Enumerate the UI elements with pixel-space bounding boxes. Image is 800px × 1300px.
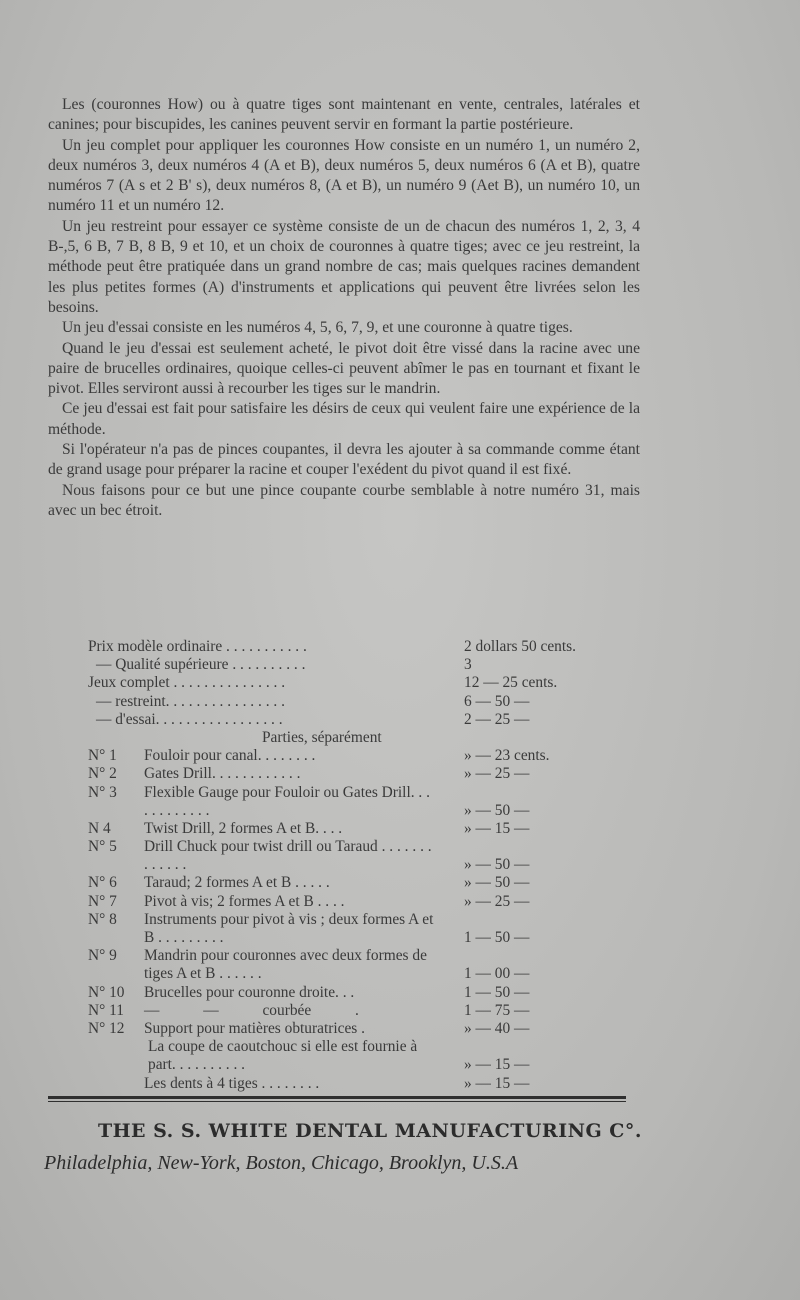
part-number: N 4 <box>88 819 111 837</box>
part-row <box>88 874 608 892</box>
price-value: 2 — 25 — <box>464 710 530 728</box>
price-row <box>88 674 608 692</box>
part-price: » — 50 — <box>464 874 530 892</box>
part-desc: Twist Drill, 2 formes A et B. . . . <box>144 819 343 837</box>
part-desc: Fouloir pour canal. . . . . . . . <box>144 747 316 765</box>
part-desc: Les dents à 4 tiges . . . . . . . . <box>144 1074 320 1092</box>
price-desc: — d'essai. . . . . . . . . . . . . . . . . <box>96 710 283 728</box>
part-row <box>88 1038 608 1074</box>
part-number: N° 3 <box>88 783 117 801</box>
part-number: N° 11 <box>88 1001 124 1019</box>
price-row <box>88 638 608 656</box>
part-row <box>88 820 608 838</box>
part-price: » — 15 — <box>464 1074 530 1092</box>
part-price: 1 — 50 — <box>464 983 530 1001</box>
part-number: N° 2 <box>88 765 117 783</box>
part-price: 1 — 00 — <box>464 965 530 983</box>
part-desc: Support pour matières obturatrices . <box>144 1020 365 1037</box>
price-list <box>88 638 608 1093</box>
part-price: » — 50 — <box>464 856 530 874</box>
part-desc: Pivot à vis; 2 formes A et B . . . . <box>144 892 345 910</box>
paragraph: Un jeu restreint pour essayer ce système consiste de un de chacun des numéros 1, 2, 3, 4 B-,5, 6 B, 7 B, 8 B, 9 et 10, et un choix de couronnes à quatre tiges; avec ce jeu restreint, la méthode peut être pratiquée dans un grand nombre de cas; mais quelques racines demandent les plus petites formes (A) d'instruments et applications qui peuvent être livrées selon les besoins. <box>48 217 640 316</box>
part-number: N° 8 <box>88 910 117 928</box>
price-desc: Prix modèle ordinaire . . . . . . . . . . . <box>88 638 307 655</box>
part-price: » — 15 — <box>464 1056 530 1074</box>
part-row <box>88 893 608 911</box>
part-desc: Instruments pour pivot à vis ; deux formes A et B . . . . . . . . . <box>144 910 434 947</box>
company-name: THE S. S. WHITE DENTAL MANUFACTURING C°. <box>97 1120 643 1142</box>
paragraph: Nous faisons pour ce but une pince coupante courbe semblable à notre numéro 31, mais avec un bec étroit. <box>48 481 640 519</box>
part-row <box>88 1002 608 1020</box>
divider-thin <box>48 1101 626 1102</box>
part-row <box>88 1075 608 1093</box>
part-number: N° 5 <box>88 838 117 856</box>
price-value: 6 — 50 — <box>464 692 530 710</box>
price-row <box>88 693 608 711</box>
part-number: N° 6 <box>88 874 117 892</box>
paragraph: Les (couronnes How) ou à quatre tiges sont maintenant en vente, centrales, latérales et canines; pour biscupides, les canines peuvent servir en formant la partie postérieure. <box>48 96 640 134</box>
part-row <box>88 984 608 1002</box>
part-row <box>88 838 608 874</box>
part-price: 1 — 50 — <box>464 929 530 947</box>
section-heading-row <box>88 729 608 747</box>
part-desc: Drill Chuck pour twist drill ou Taraud . . . . . . . . . . . . . <box>144 838 432 874</box>
part-desc: La coupe de caoutchouc si elle est fournie à part. . . . . . . . . . <box>148 1038 418 1074</box>
paragraph: Si l'opérateur n'a pas de pinces coupantes, il devra les ajouter à sa commande comme étant de grand usage pour préparer la racine et couper l'exédent du pivot quand il est fixé. <box>48 441 640 479</box>
part-price: » — 25 — <box>464 892 530 910</box>
part-row <box>88 747 608 765</box>
part-desc: Gates Drill. . . . . . . . . . . . <box>144 765 301 783</box>
part-row <box>88 911 608 947</box>
part-desc: Taraud; 2 formes A et B . . . . . <box>144 874 330 892</box>
section-heading: Parties, séparément <box>262 728 382 746</box>
company-cities: Philadelphia, New-York, Boston, Chicago, Brooklyn, U.S.A <box>44 1152 519 1174</box>
part-row <box>88 1020 608 1038</box>
part-desc: Brucelles pour couronne droite. . . <box>144 983 355 1001</box>
paragraph: Quand le jeu d'essai est seulement acheté, le pivot doit être vissé dans la racine avec une paire de brucelles ordinaires, quoique celles-ci peuvent abîmer le pas en tournant et fixant le pivot. Elles serviront aussi à recourber les tiges sur le mandrin. <box>48 339 640 398</box>
part-number: N° 12 <box>88 1020 125 1037</box>
part-desc: Flexible Gauge pour Fouloir ou Gates Drill. . . . . . . . . . . . <box>144 783 430 819</box>
part-price: » — 25 — <box>464 765 530 783</box>
part-price: 1 — 75 — <box>464 1001 530 1019</box>
price-value: 2 dollars 50 cents. <box>464 638 576 655</box>
part-price: » — 50 — <box>464 801 530 819</box>
paragraph: Un jeu d'essai consiste en les numéros 4, 5, 6, 7, 9, et une couronne à quatre tiges. <box>62 319 573 337</box>
price-value: 3 <box>464 656 472 674</box>
part-number: N° 10 <box>88 983 125 1001</box>
part-number: N° 1 <box>88 747 117 765</box>
part-row <box>88 947 608 983</box>
price-desc: — restreint. . . . . . . . . . . . . . . . <box>96 692 285 710</box>
price-desc: — Qualité supérieure . . . . . . . . . . <box>96 656 306 674</box>
part-number: N° 7 <box>88 892 117 910</box>
part-desc: — — courbée . <box>144 1001 359 1019</box>
part-row <box>88 765 608 783</box>
paragraph: Ce jeu d'essai est fait pour satisfaire les désirs de ceux qui veulent faire une expérience de la méthode. <box>48 400 640 438</box>
price-value: 12 — 25 cents. <box>464 674 558 692</box>
price-row <box>88 656 608 674</box>
price-row <box>88 711 608 729</box>
part-price: » — 15 — <box>464 819 530 837</box>
price-desc: Jeux complet . . . . . . . . . . . . . . . <box>88 674 286 692</box>
paragraph: Un jeu complet pour appliquer les couronnes How consiste en un numéro 1, un numéro 2, deux numéros 3, deux numéros 4 (A et B), deux numéros 5, deux numéros 6 (A et B), quatre numéros 7 (A s et 2 B' s), deux numéros 8, (A et B), un numéro 9 (Aet B), un numéro 10, un numéro 11 et un numéro 12. <box>48 136 640 215</box>
part-price: » — 23 cents. <box>464 747 550 765</box>
part-row <box>88 784 608 820</box>
body-text <box>48 95 640 521</box>
divider-thick <box>48 1096 626 1099</box>
part-price: » — 40 — <box>464 1020 530 1037</box>
part-desc: Mandrin pour couronnes avec deux formes de tiges A et B . . . . . . <box>144 947 427 983</box>
part-number: N° 9 <box>88 947 117 965</box>
